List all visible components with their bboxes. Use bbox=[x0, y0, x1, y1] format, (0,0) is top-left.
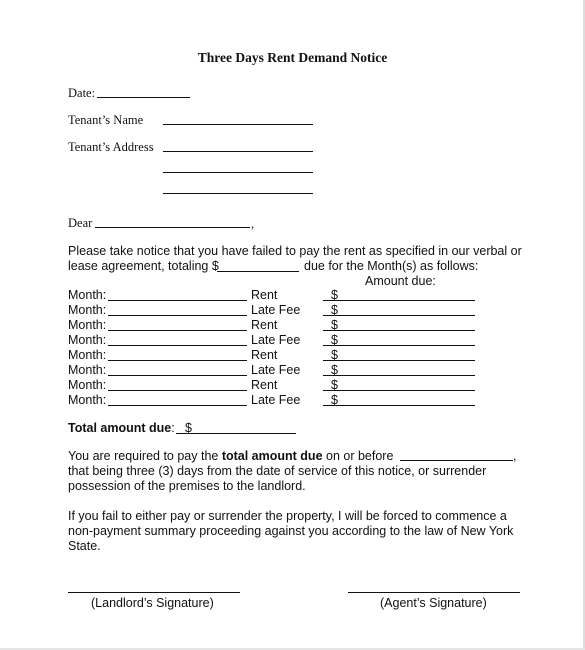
date-label: Date: bbox=[68, 86, 96, 100]
month-label: Month: bbox=[68, 318, 107, 332]
agent-signature-line[interactable] bbox=[348, 592, 520, 593]
total-row bbox=[68, 421, 175, 436]
month-field[interactable] bbox=[108, 390, 247, 391]
document-title: Three Days Rent Demand Notice bbox=[197, 50, 388, 65]
month-field[interactable] bbox=[108, 300, 247, 301]
agent-signature-label: (Agent’s Signature) bbox=[380, 596, 487, 610]
month-label: Month: bbox=[68, 288, 107, 302]
total-amount-field[interactable] bbox=[176, 433, 296, 434]
amount-field[interactable] bbox=[323, 330, 475, 331]
currency-symbol: $ bbox=[331, 303, 338, 317]
tenant-name-label: Tenant’s Name bbox=[68, 113, 144, 127]
tenant-address-label: Tenant’s Address bbox=[68, 140, 154, 154]
total-colon: : bbox=[171, 421, 175, 435]
month-field[interactable] bbox=[108, 375, 247, 376]
total-label: Total amount due bbox=[68, 421, 172, 435]
month-label: Month: bbox=[68, 363, 107, 377]
failure-line-2: non-payment summary proceeding against you according to the law of New York bbox=[68, 524, 514, 538]
currency-symbol: $ bbox=[331, 393, 338, 407]
charge-type-label: Late Fee bbox=[251, 393, 301, 407]
charge-type-label: Rent bbox=[251, 288, 278, 302]
intro-line-2-post: due for the Month(s) as follows: bbox=[304, 259, 479, 273]
month-field[interactable] bbox=[108, 315, 247, 316]
tenant-address-line-1[interactable] bbox=[163, 151, 313, 152]
salutation-label: Dear bbox=[68, 216, 93, 230]
charge-type-label: Late Fee bbox=[251, 333, 301, 347]
charge-type-label: Late Fee bbox=[251, 363, 301, 377]
payment-line-1-post: on or before bbox=[322, 449, 394, 463]
month-label: Month: bbox=[68, 348, 107, 362]
month-label: Month: bbox=[68, 333, 107, 347]
intro-line-2-pre: lease agreement, totaling $ bbox=[68, 259, 219, 273]
month-label: Month: bbox=[68, 303, 107, 317]
intro-line-1: Please take notice that you have failed to pay the rent as specified in our verbal or bbox=[68, 244, 522, 258]
total-amount-inline-field[interactable] bbox=[217, 271, 299, 272]
amount-due-header: Amount due: bbox=[365, 274, 436, 288]
payment-line-1-end: , bbox=[513, 449, 517, 463]
landlord-signature-line[interactable] bbox=[68, 592, 240, 593]
currency-symbol: $ bbox=[331, 288, 338, 302]
month-field[interactable] bbox=[108, 405, 247, 406]
currency-symbol: $ bbox=[331, 318, 338, 332]
currency-symbol: $ bbox=[331, 378, 338, 392]
date-field[interactable] bbox=[97, 97, 190, 98]
currency-symbol: $ bbox=[331, 363, 338, 377]
amount-field[interactable] bbox=[323, 360, 475, 361]
tenant-address-line-3[interactable] bbox=[163, 193, 313, 194]
month-label: Month: bbox=[68, 393, 107, 407]
amount-field[interactable] bbox=[323, 345, 475, 346]
currency-symbol: $ bbox=[331, 348, 338, 362]
amount-field[interactable] bbox=[323, 390, 475, 391]
payment-line-2: that being three (3) days from the date of service of this notice, or surrender bbox=[68, 464, 487, 478]
tenant-name-field[interactable] bbox=[163, 124, 313, 125]
charge-type-label: Late Fee bbox=[251, 303, 301, 317]
month-label: Month: bbox=[68, 378, 107, 392]
amount-field[interactable] bbox=[323, 315, 475, 316]
amount-field[interactable] bbox=[323, 300, 475, 301]
month-field[interactable] bbox=[108, 345, 247, 346]
amount-field[interactable] bbox=[323, 375, 475, 376]
currency-symbol: $ bbox=[331, 333, 338, 347]
salutation-comma: , bbox=[251, 217, 255, 231]
month-field[interactable] bbox=[108, 330, 247, 331]
payment-line-1-pre: You are required to pay the bbox=[68, 449, 222, 463]
due-date-field[interactable] bbox=[400, 460, 513, 461]
salutation-name-field[interactable] bbox=[95, 227, 250, 228]
failure-line-3: State. bbox=[68, 539, 101, 553]
payment-line-1-bold: total amount due bbox=[221, 449, 323, 463]
total-currency: $ bbox=[185, 421, 192, 435]
charge-type-label: Rent bbox=[251, 378, 278, 392]
payment-line-3: possession of the premises to the landlord. bbox=[68, 479, 306, 493]
failure-line-1: If you fail to either pay or surrender the property, I will be forced to commence a bbox=[68, 509, 507, 523]
payment-line-1 bbox=[68, 449, 393, 464]
month-field[interactable] bbox=[108, 360, 247, 361]
charge-type-label: Rent bbox=[251, 318, 278, 332]
amount-field[interactable] bbox=[323, 405, 475, 406]
landlord-signature-label: (Landlord’s Signature) bbox=[91, 596, 214, 610]
tenant-address-line-2[interactable] bbox=[163, 172, 313, 173]
charge-type-label: Rent bbox=[251, 348, 278, 362]
